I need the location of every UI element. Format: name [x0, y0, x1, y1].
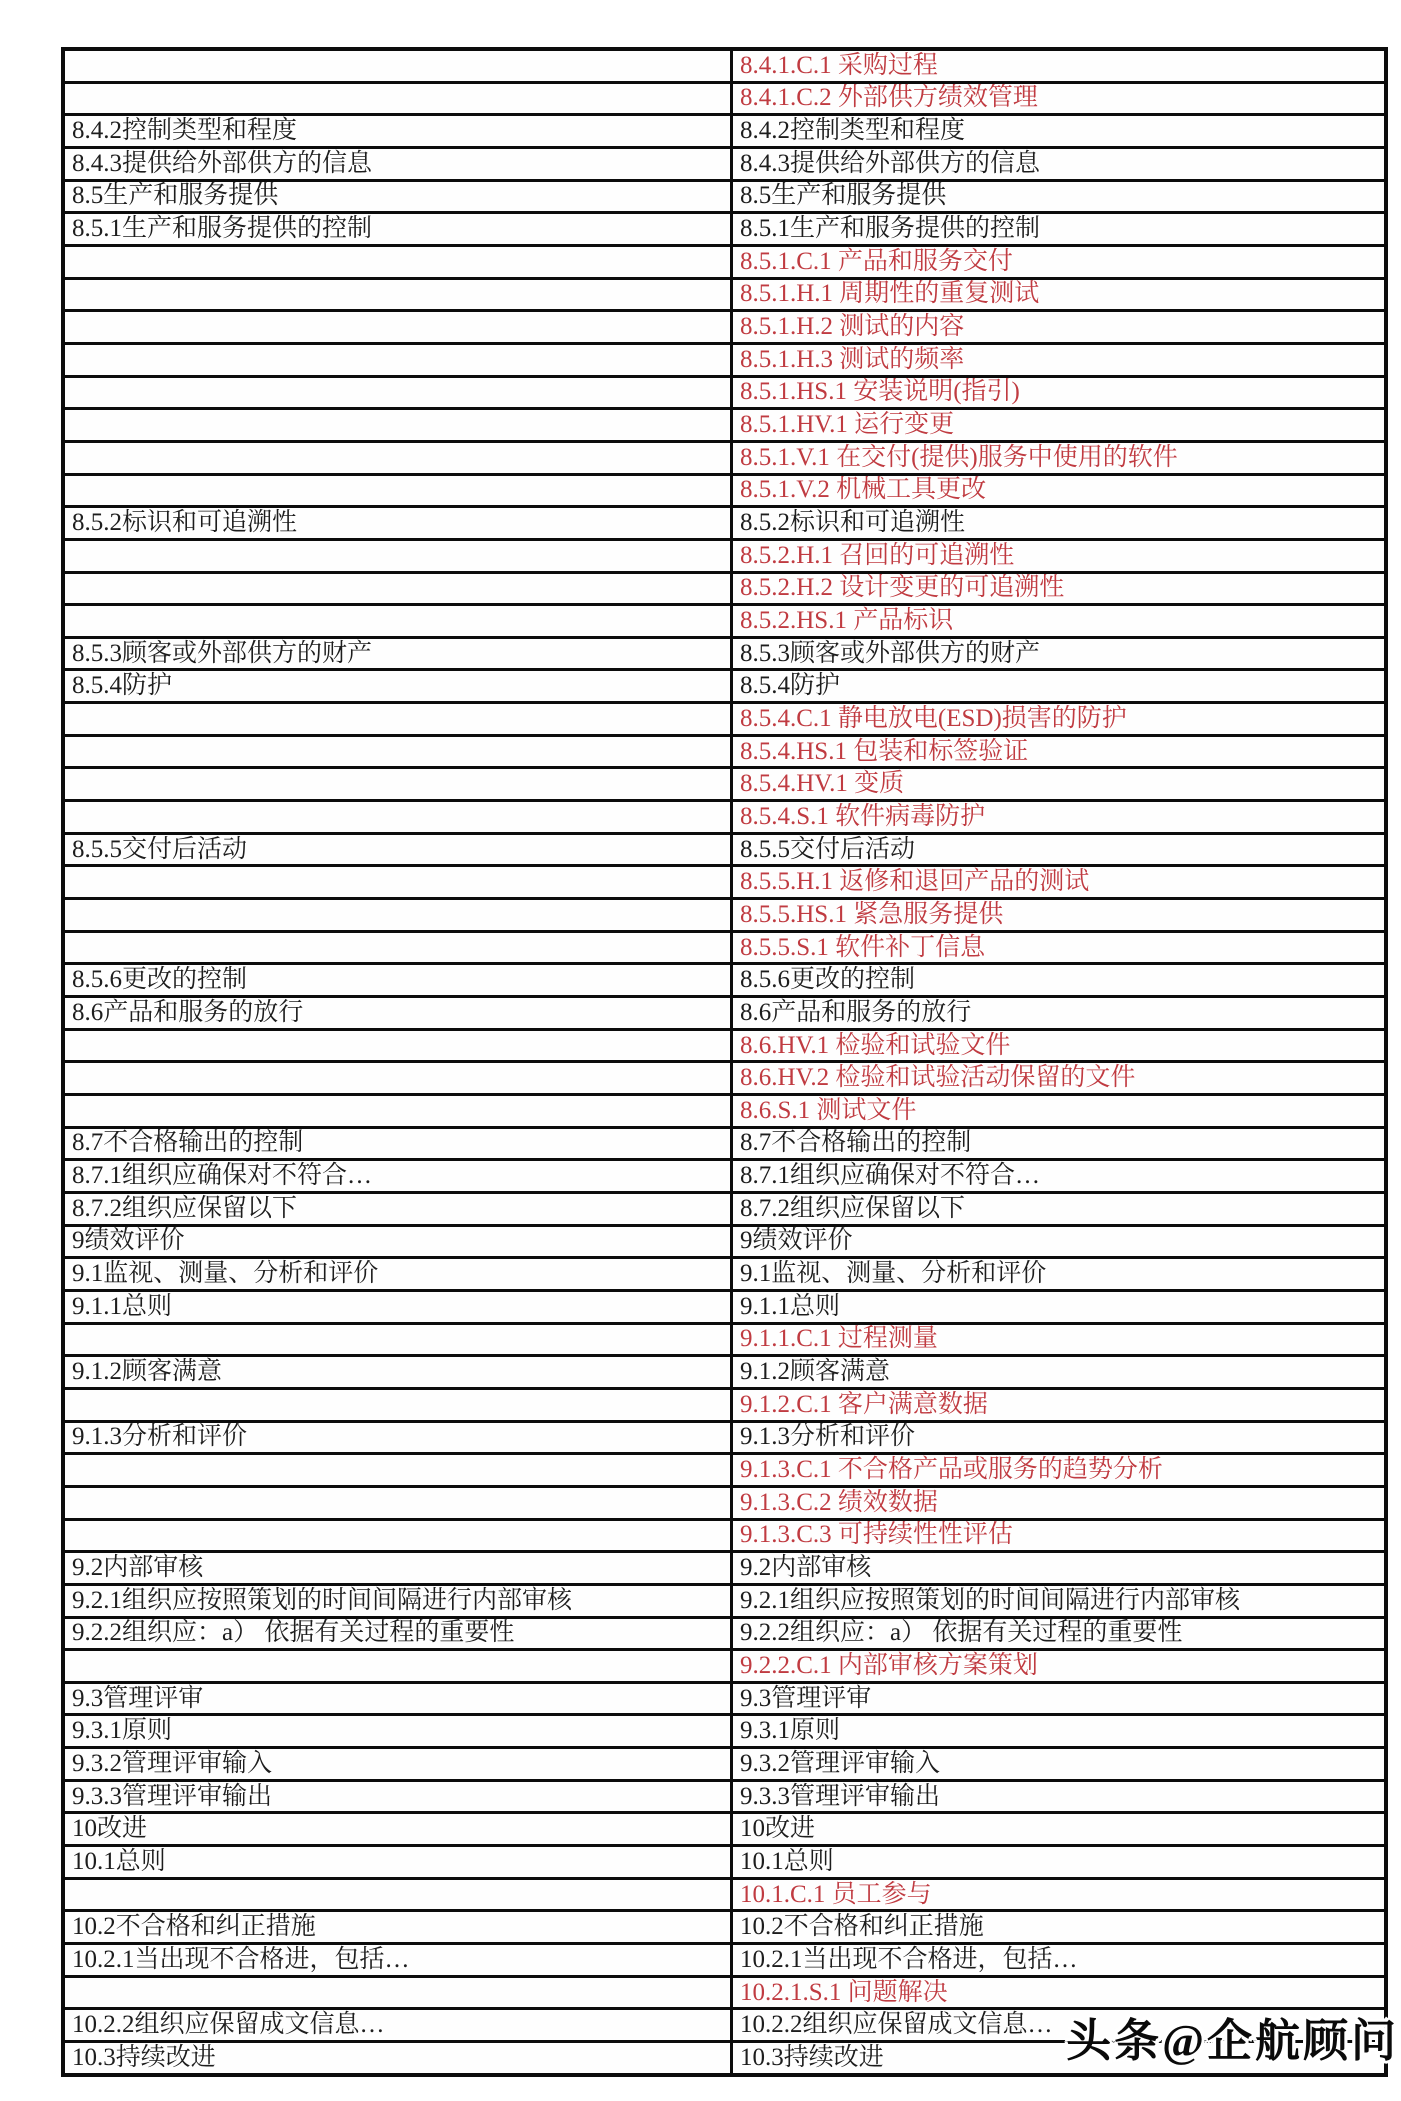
right-clause-cell: 8.5.4.HV.1 变质 [740, 770, 905, 798]
table-row [65, 179, 1384, 212]
left-clause-cell [65, 574, 733, 604]
table-row [65, 505, 1384, 538]
left-clause-cell: 9.3.2管理评审输入 [65, 1749, 733, 1779]
table-row [65, 309, 1384, 342]
right-clause-cell: 9.2内部审核 [740, 1554, 872, 1582]
right-clause-cell: 8.6.HV.2 检验和试验活动保留的文件 [740, 1064, 1136, 1092]
right-clause-cell: 10.2.1当出现不合格进，包括… [740, 1945, 1078, 1973]
left-clause-cell [65, 606, 733, 636]
table-row [65, 113, 1384, 146]
right-clause-cell: 9.3.3管理评审输出 [740, 1782, 941, 1810]
left-clause-cell: 8.5.6更改的控制 [65, 965, 733, 995]
left-clause-cell [65, 312, 733, 342]
left-clause-cell [65, 1488, 733, 1518]
left-clause-cell [65, 900, 733, 930]
left-clause-cell: 10.3持续改进 [65, 2043, 733, 2073]
right-clause-cell: 9.1.2.C.1 客户满意数据 [740, 1390, 988, 1418]
right-clause-cell: 8.5.1.HV.1 运行变更 [740, 411, 955, 439]
left-clause-cell: 9.2.2组织应：a） 依据有关过程的重要性 [65, 1619, 733, 1649]
right-clause-cell: 8.5.1.HS.1 安装说明(指引) [740, 378, 1020, 406]
right-clause-cell: 9.1.2顾客满意 [740, 1358, 891, 1386]
table-row [65, 1060, 1384, 1093]
table-row [65, 1354, 1384, 1387]
left-clause-cell: 9.2内部审核 [65, 1553, 733, 1583]
table-row [65, 1158, 1384, 1191]
clause-mapping-table [61, 47, 1388, 2077]
table-row [65, 701, 1384, 734]
left-clause-cell: 8.4.2控制类型和程度 [65, 116, 733, 146]
table-row [65, 1452, 1384, 1485]
table-row [65, 1518, 1384, 1551]
table-row [65, 1648, 1384, 1681]
right-clause-cell: 9.1.3.C.3 可持续性性评估 [740, 1521, 1013, 1549]
table-row [65, 51, 1384, 81]
right-clause-cell: 8.7.1组织应确保对不符合… [740, 1162, 1041, 1190]
right-clause-cell: 8.4.2控制类型和程度 [740, 117, 966, 145]
left-clause-cell [65, 247, 733, 277]
table-row [65, 962, 1384, 995]
left-clause-cell [65, 84, 733, 114]
table-row [65, 538, 1384, 571]
table-row [65, 440, 1384, 473]
left-clause-cell: 10.1总则 [65, 1847, 733, 1877]
right-clause-cell: 8.5.4防护 [740, 672, 841, 700]
table-row [65, 1779, 1384, 1812]
left-clause-cell: 10.2.1当出现不合格进，包括… [65, 1945, 733, 1975]
table-row [65, 1420, 1384, 1453]
left-clause-cell [65, 345, 733, 375]
right-clause-cell: 9.1监视、测量、分析和评价 [740, 1260, 1047, 1288]
table-row [65, 571, 1384, 604]
left-clause-cell: 8.7.2组织应保留以下 [65, 1194, 733, 1224]
table-row [65, 1844, 1384, 1877]
left-clause-cell [65, 802, 733, 832]
table-row [65, 1909, 1384, 1942]
right-clause-cell: 10.2不合格和纠正措施 [740, 1913, 984, 1941]
right-clause-cell: 9.1.3.C.1 不合格产品或服务的趋势分析 [740, 1456, 1163, 1484]
right-clause-cell: 9.2.2组织应：a） 依据有关过程的重要性 [740, 1619, 1183, 1647]
left-clause-cell [65, 280, 733, 310]
left-clause-cell: 9.2.1组织应按照策划的时间间隔进行内部审核 [65, 1586, 733, 1616]
table-row [65, 897, 1384, 930]
right-clause-cell: 9.2.1组织应按照策划的时间间隔进行内部审核 [740, 1586, 1241, 1614]
right-clause-cell: 9.1.3.C.2 绩效数据 [740, 1488, 938, 1516]
table-row [65, 995, 1384, 1028]
table-row [65, 636, 1384, 669]
table-row [65, 930, 1384, 963]
left-clause-cell [65, 1880, 733, 1910]
table-row [65, 1616, 1384, 1649]
left-clause-cell: 8.7.1组织应确保对不符合… [65, 1161, 733, 1191]
table-row [65, 1746, 1384, 1779]
table-row [65, 1224, 1384, 1257]
left-clause-cell [65, 443, 733, 473]
right-clause-cell: 8.5.4.HS.1 包装和标签验证 [740, 737, 1029, 765]
right-clause-cell: 8.5.5交付后活动 [740, 835, 916, 863]
left-clause-cell [65, 1521, 733, 1551]
right-clause-cell: 8.6.HV.1 检验和试验文件 [740, 1031, 1011, 1059]
right-clause-cell: 8.5.2.HS.1 产品标识 [740, 606, 954, 634]
left-clause-cell: 10.2.2组织应保留成文信息… [65, 2010, 733, 2040]
table-row [65, 146, 1384, 179]
right-clause-cell: 8.5.1.H.3 测试的频率 [740, 345, 965, 373]
right-clause-cell: 8.5.1生产和服务提供的控制 [740, 215, 1041, 243]
right-clause-cell: 8.4.1.C.2 外部供方绩效管理 [740, 84, 1038, 112]
right-clause-cell: 8.5.2标识和可追溯性 [740, 509, 966, 537]
table-row [65, 1583, 1384, 1616]
left-clause-cell: 8.5生产和服务提供 [65, 182, 733, 212]
right-clause-cell: 10改进 [740, 1815, 816, 1843]
right-clause-cell: 8.4.3提供给外部供方的信息 [740, 149, 1041, 177]
left-clause-cell [65, 541, 733, 571]
right-clause-cell: 8.5.6更改的控制 [740, 966, 916, 994]
left-clause-cell: 8.5.1生产和服务提供的控制 [65, 214, 733, 244]
left-clause-cell: 9.1.1总则 [65, 1292, 733, 1322]
table-row [65, 799, 1384, 832]
right-clause-cell: 8.5生产和服务提供 [740, 182, 947, 210]
left-clause-cell [65, 769, 733, 799]
table-row [65, 832, 1384, 865]
right-clause-cell: 8.4.1.C.1 采购过程 [740, 51, 938, 79]
right-clause-cell: 8.5.1.V.1 在交付(提供)服务中使用的软件 [740, 443, 1178, 471]
table-row [65, 1191, 1384, 1224]
left-clause-cell [65, 1651, 733, 1681]
left-clause-cell [65, 933, 733, 963]
table-row [65, 211, 1384, 244]
table-row [65, 1028, 1384, 1061]
left-clause-cell: 8.5.4防护 [65, 671, 733, 701]
left-clause-cell: 8.5.5交付后活动 [65, 835, 733, 865]
right-clause-cell: 9.2.2.C.1 内部审核方案策划 [740, 1651, 1038, 1679]
left-clause-cell: 10.2不合格和纠正措施 [65, 1912, 733, 1942]
right-clause-cell: 8.5.2.H.1 召回的可追溯性 [740, 541, 1015, 569]
left-clause-cell [65, 51, 733, 81]
left-clause-cell: 9.3.1原则 [65, 1716, 733, 1746]
table-row [65, 766, 1384, 799]
right-clause-cell: 8.7.2组织应保留以下 [740, 1194, 966, 1222]
table-row [65, 1975, 1384, 2008]
left-clause-cell [65, 1063, 733, 1093]
table-row [65, 1811, 1384, 1844]
left-clause-cell [65, 1390, 733, 1420]
table-row [65, 1681, 1384, 1714]
table-row [65, 1093, 1384, 1126]
right-clause-cell: 8.5.5.S.1 软件补丁信息 [740, 933, 986, 961]
table-row [65, 342, 1384, 375]
right-clause-cell: 8.7不合格输出的控制 [740, 1129, 972, 1157]
table-row [65, 407, 1384, 440]
right-clause-cell: 8.5.3顾客或外部供方的财产 [740, 639, 1041, 667]
table-row [65, 1126, 1384, 1159]
table-row [65, 1289, 1384, 1322]
right-clause-cell: 8.5.1.H.2 测试的内容 [740, 313, 965, 341]
left-clause-cell [65, 1455, 733, 1485]
left-clause-cell: 8.7不合格输出的控制 [65, 1129, 733, 1159]
watermark-text: 头条@企航顾问 [1066, 2016, 1399, 2066]
right-clause-cell: 8.6产品和服务的放行 [740, 998, 972, 1026]
left-clause-cell: 9.1.2顾客满意 [65, 1357, 733, 1387]
left-clause-cell [65, 867, 733, 897]
left-clause-cell [65, 410, 733, 440]
left-clause-cell: 9.3管理评审 [65, 1684, 733, 1714]
right-clause-cell: 10.3持续改进 [740, 2043, 884, 2071]
table-row [65, 864, 1384, 897]
right-clause-cell: 9.1.1.C.1 过程测量 [740, 1325, 938, 1353]
table-row [65, 1322, 1384, 1355]
left-clause-cell [65, 1096, 733, 1126]
table-row [65, 277, 1384, 310]
left-clause-cell [65, 704, 733, 734]
table-row [65, 1485, 1384, 1518]
left-clause-cell [65, 378, 733, 408]
left-clause-cell: 9绩效评价 [65, 1227, 733, 1257]
right-clause-cell: 9.1.1总则 [740, 1292, 841, 1320]
table-row [65, 1550, 1384, 1583]
table-row [65, 81, 1384, 114]
left-clause-cell: 8.5.2标识和可追溯性 [65, 508, 733, 538]
table-row [65, 1713, 1384, 1746]
right-clause-cell: 9.3管理评审 [740, 1684, 872, 1712]
left-clause-cell: 8.5.3顾客或外部供方的财产 [65, 639, 733, 669]
left-clause-cell [65, 737, 733, 767]
table-row [65, 1256, 1384, 1289]
right-clause-cell: 8.5.1.V.2 机械工具更改 [740, 476, 987, 504]
right-clause-cell: 10.2.1.S.1 问题解决 [740, 1978, 948, 2006]
right-clause-cell: 10.1.C.1 员工参与 [740, 1880, 932, 1908]
table-row [65, 603, 1384, 636]
right-clause-cell: 9.3.2管理评审输入 [740, 1749, 941, 1777]
right-clause-cell: 8.5.5.HS.1 紧急服务提供 [740, 900, 1004, 928]
right-clause-cell: 8.6.S.1 测试文件 [740, 1096, 917, 1124]
left-clause-cell: 9.1.3分析和评价 [65, 1423, 733, 1453]
table-row [65, 1387, 1384, 1420]
left-clause-cell: 10改进 [65, 1814, 733, 1844]
table-row [65, 668, 1384, 701]
right-clause-cell: 8.5.1.H.1 周期性的重复测试 [740, 280, 1040, 308]
table-row [65, 1877, 1384, 1910]
left-clause-cell: 9.1监视、测量、分析和评价 [65, 1259, 733, 1289]
left-clause-cell [65, 1978, 733, 2008]
left-clause-cell: 9.3.3管理评审输出 [65, 1782, 733, 1812]
right-clause-cell: 10.2.2组织应保留成文信息… [740, 2011, 1053, 2039]
right-clause-cell: 10.1总则 [740, 1847, 834, 1875]
left-clause-cell: 8.6产品和服务的放行 [65, 998, 733, 1028]
right-clause-cell: 9.3.1原则 [740, 1717, 841, 1745]
left-clause-cell [65, 1031, 733, 1061]
right-clause-cell: 8.5.2.H.2 设计变更的可追溯性 [740, 574, 1065, 602]
table-row [65, 734, 1384, 767]
left-clause-cell [65, 1325, 733, 1355]
right-clause-cell: 8.5.4.C.1 静电放电(ESD)损害的防护 [740, 704, 1127, 732]
left-clause-cell: 8.4.3提供给外部供方的信息 [65, 149, 733, 179]
right-clause-cell: 8.5.1.C.1 产品和服务交付 [740, 247, 1013, 275]
right-clause-cell: 8.5.5.H.1 返修和退回产品的测试 [740, 868, 1090, 896]
right-clause-cell: 8.5.4.S.1 软件病毒防护 [740, 802, 986, 830]
right-clause-cell: 9.1.3分析和评价 [740, 1423, 916, 1451]
table-row [65, 473, 1384, 506]
table-row [65, 1942, 1384, 1975]
table-row [65, 375, 1384, 408]
left-clause-cell [65, 476, 733, 506]
right-clause-cell: 9绩效评价 [740, 1227, 853, 1255]
table-row [65, 244, 1384, 277]
